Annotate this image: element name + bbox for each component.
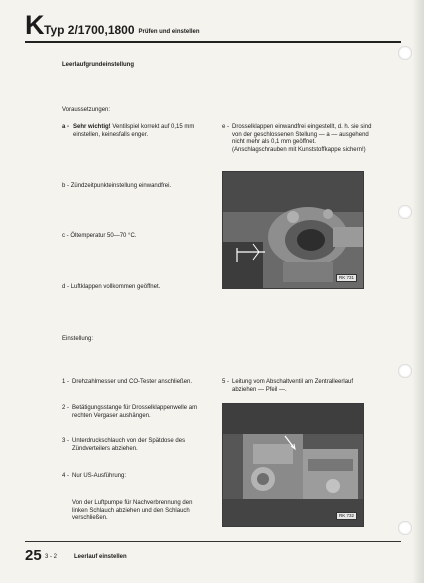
carburetor-photo-1 <box>222 171 364 289</box>
step-4-detail: Von der Luftpumpe für Nachverbrennung den linken Schlauch abziehen und den Schlauch verschließen. <box>72 500 193 522</box>
carburetor-photo-2 <box>222 403 364 527</box>
carburetor-photo-1-illustration <box>223 172 364 289</box>
prereq-a-text: Sehr wichtig! Ventilspiel korrekt auf 0,15 mm einstellen, keinesfalls enger. <box>73 124 195 138</box>
footer-rule <box>25 541 401 542</box>
figure-2-code: RK 732 <box>336 512 357 520</box>
footer-section: 3 - 2 <box>45 554 58 560</box>
manual-page: K Typ 2/1700,1800 Prüfen und einstellen Leerlaufgrundeinstellung Voraussetzungen: a - Sehr wichtig! Ventilspiel korrekt auf 0,15 mm einstellen, keinesfalls enger. e - Drosselklappen einwandfrei eingestellt, d. h. sie sind von der geschlossenen Stellung — a — ausgehend nicht mehr als 0,1 mm geöffnet. (Anschlagschrauben mit Kunststoffkappe sichern!) b - Zündzeitpunkteinstellung einwandfrei. c - Öltemperatur 50—70 °C. d - Luftklappen vollkommen geöffnet. RK 731 Einstellung: 1 - Drehzahlmesser und CO-Tester anschließen. 2 - Betätigungsstange für Drosselklappenwelle am rechten Vergaser aushängen. 3 - Unterdruckschlauch von der Spätdose des Zündverteilers abziehen. 4 - Nur US-Ausführung: Von der Luftpumpe für Nachverbrennung den linken Schlauch abziehen und den Schlauch verschließen. 5 - Leitung vom Abschaltventil am Zentralleerlauf abziehen — Pfeil —. RK 732 25 3 - 2 Leerlauf einstellen <box>0 0 424 583</box>
prerequisites-heading: Voraussetzungen: <box>62 107 111 113</box>
prereq-b: b - Zündzeitpunkteinstellung einwandfrei. <box>62 183 172 189</box>
prereq-d: d - Luftklappen vollkommen geöffnet. <box>62 284 161 290</box>
adjustment-heading: Einstellung: <box>62 336 94 342</box>
page-number: 25 <box>25 547 42 564</box>
prereq-e-text: Drosselklappen einwandfrei eingestellt, d. h. sie sind von der geschlossenen Stellung — a — ausgehend nicht mehr als 0,1 mm geöffnet. (Anschlagschrauben mit Kunststoffkappe sichern!) <box>232 124 372 153</box>
binder-hole-3 <box>398 364 412 378</box>
figure-1-code: RK 731 <box>336 274 357 282</box>
chapter-letter: K <box>25 10 44 40</box>
binder-hole-2 <box>398 205 412 219</box>
prereq-a-letter: a - <box>62 124 70 130</box>
footer-title: Leerlauf einstellen <box>74 554 127 560</box>
page-title <box>44 23 200 37</box>
page-title-text: Typ 2/1700,1800 <box>44 23 135 37</box>
section-title: Leerlaufgrundeinstellung <box>62 62 135 68</box>
page-subtitle: Prüfen und einstellen <box>138 29 200 35</box>
header-rule <box>25 41 401 43</box>
page-edge-shadow <box>412 0 424 583</box>
prereq-c: c - Öltemperatur 50—70 °C. <box>62 233 137 239</box>
prereq-e-letter: e - <box>222 124 230 130</box>
binder-hole-4 <box>398 521 412 535</box>
carburetor-photo-2-illustration <box>223 404 364 527</box>
binder-hole-1 <box>398 46 412 60</box>
